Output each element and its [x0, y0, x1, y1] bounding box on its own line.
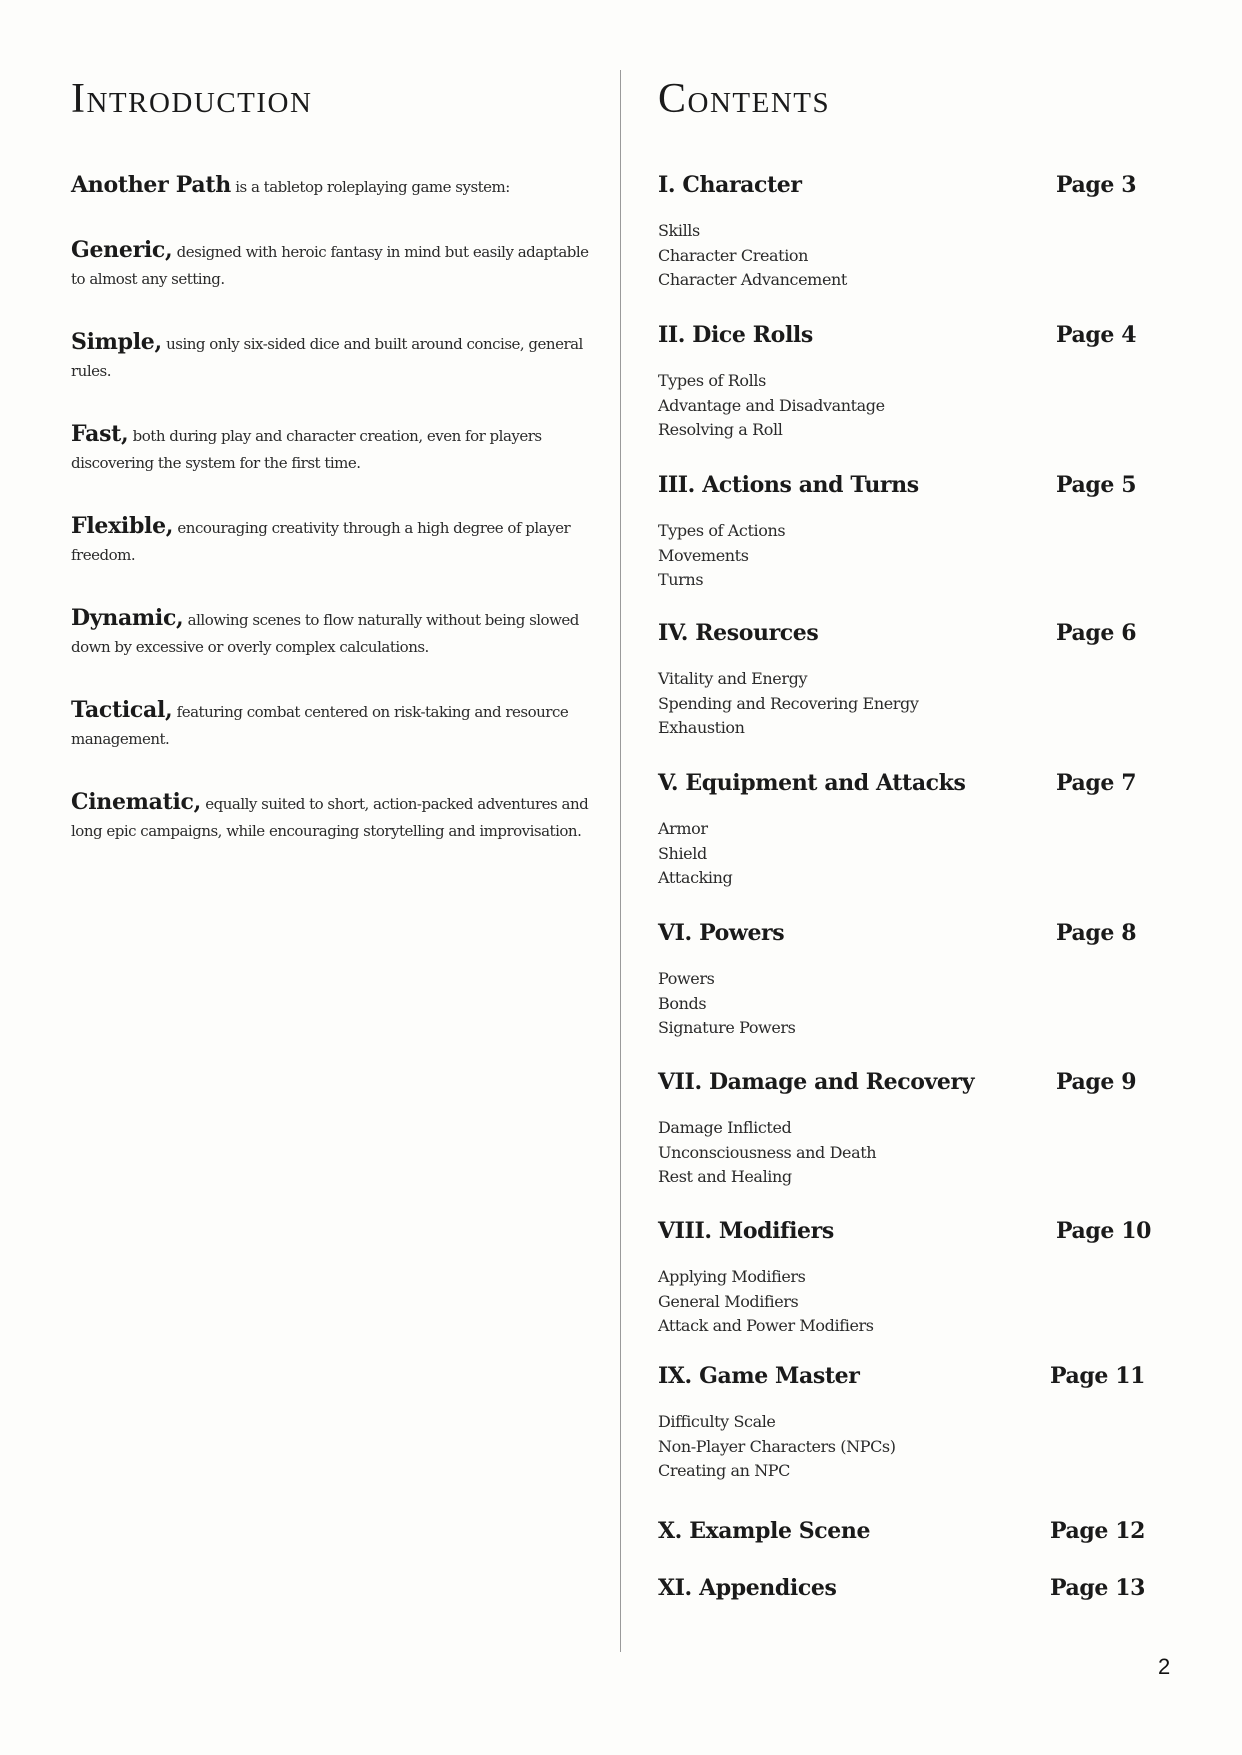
toc-section-page[interactable]: Page 9	[1056, 1069, 1137, 1095]
toc-section-page[interactable]: Page 11	[1050, 1363, 1146, 1389]
toc-section-title[interactable]: III. Actions and Turns	[658, 472, 919, 498]
intro-text: using only six-sided dice and built around concise, general rules.	[71, 335, 583, 380]
toc-section-page[interactable]: Page 8	[1056, 920, 1137, 946]
toc-section-title[interactable]: II. Dice Rolls	[658, 322, 813, 348]
toc-section-page[interactable]: Page 12	[1050, 1518, 1146, 1544]
introduction-heading: Introduction	[71, 76, 313, 122]
toc-section-page[interactable]: Page 4	[1056, 322, 1137, 348]
toc-subsection-list	[658, 219, 847, 293]
toc-section-title[interactable]: V. Equipment and Attacks	[658, 770, 966, 796]
intro-term: Tactical,	[71, 697, 173, 723]
toc-subsection-list	[658, 1265, 874, 1339]
intro-text: both during play and character creation, even for players discovering the system for the first time.	[71, 427, 542, 472]
intro-text: designed with heroic fantasy in mind but easily adaptable to almost any setting.	[71, 243, 589, 288]
toc-section-title[interactable]: VIII. Modifiers	[658, 1218, 834, 1244]
intro-paragraph-tactical	[71, 697, 591, 753]
intro-paragraph-flexible	[71, 513, 591, 569]
toc-subsection-item[interactable]: Powers	[658, 969, 715, 988]
toc-section-title[interactable]: I. Character	[658, 172, 802, 198]
toc-subsection-list	[658, 519, 785, 593]
toc-subsection-list	[658, 817, 732, 891]
toc-subsection-list	[658, 667, 919, 741]
toc-subsection-item[interactable]: Resolving a Roll	[658, 420, 783, 439]
intro-paragraph-simple	[71, 329, 591, 385]
intro-term: Cinematic,	[71, 789, 201, 815]
toc-subsection-item[interactable]: Exhaustion	[658, 718, 745, 737]
toc-subsection-item[interactable]: Skills	[658, 221, 700, 240]
toc-section-title[interactable]: XI. Appendices	[658, 1575, 837, 1601]
toc-subsection-item[interactable]: Character Advancement	[658, 270, 847, 289]
toc-subsection-item[interactable]: Applying Modifiers	[658, 1267, 806, 1286]
intro-paragraph-another-path	[71, 172, 591, 201]
toc-section-page[interactable]: Page 10	[1056, 1218, 1152, 1244]
column-divider	[620, 70, 621, 1652]
toc-subsection-item[interactable]: Advantage and Disadvantage	[658, 395, 885, 415]
intro-term: Fast,	[71, 421, 129, 447]
toc-subsection-item[interactable]: Spending and Recovering Energy	[658, 693, 919, 713]
intro-term: Flexible,	[71, 513, 174, 539]
toc-subsection-item[interactable]: Shield	[658, 843, 707, 863]
intro-term: Another Path	[71, 172, 231, 198]
toc-section-title[interactable]: IV. Resources	[658, 620, 819, 646]
toc-section-title[interactable]: IX. Game Master	[658, 1363, 860, 1389]
toc-subsection-list	[658, 967, 795, 1041]
toc-subsection-item[interactable]: Bonds	[658, 993, 707, 1013]
toc-subsection-item[interactable]: Vitality and Energy	[658, 669, 808, 688]
toc-subsection-item[interactable]: Non-Player Characters (NPCs)	[658, 1436, 896, 1456]
toc-subsection-item[interactable]: Signature Powers	[658, 1018, 796, 1037]
toc-section-title[interactable]: X. Example Scene	[658, 1518, 871, 1544]
toc-section-page[interactable]: Page 5	[1056, 472, 1137, 498]
toc-subsection-item[interactable]: Difficulty Scale	[658, 1412, 776, 1431]
toc-section-title[interactable]: VI. Powers	[658, 920, 785, 946]
toc-subsection-item[interactable]: Unconsciousness and Death	[658, 1142, 877, 1162]
toc-subsection-item[interactable]: Types of Actions	[658, 521, 786, 540]
toc-section-page[interactable]: Page 6	[1056, 620, 1137, 646]
toc-subsection-list	[658, 1410, 896, 1484]
toc-section-title[interactable]: VII. Damage and Recovery	[658, 1069, 975, 1095]
intro-term: Simple,	[71, 329, 162, 355]
intro-paragraph-dynamic	[71, 605, 591, 661]
toc-section-page[interactable]: Page 3	[1056, 172, 1137, 198]
intro-term: Generic,	[71, 237, 173, 263]
toc-subsection-item[interactable]: Turns	[658, 570, 704, 589]
toc-section-page[interactable]: Page 13	[1050, 1575, 1146, 1601]
toc-section-page[interactable]: Page 7	[1056, 770, 1137, 796]
toc-subsection-item[interactable]: Rest and Healing	[658, 1167, 792, 1186]
intro-paragraph-generic	[71, 237, 591, 293]
toc-subsection-list	[658, 1116, 876, 1190]
intro-text: is a tabletop roleplaying game system:	[230, 178, 510, 196]
intro-text: featuring combat centered on risk-taking and resource management.	[71, 703, 569, 748]
toc-subsection-item[interactable]: Movements	[658, 545, 749, 565]
toc-subsection-item[interactable]: Armor	[658, 819, 708, 838]
toc-subsection-item[interactable]: General Modifiers	[658, 1291, 799, 1311]
introduction-body	[71, 172, 591, 881]
toc-subsection-item[interactable]: Attack and Power Modifiers	[658, 1316, 874, 1335]
intro-paragraph-cinematic	[71, 789, 591, 845]
toc-subsection-item[interactable]: Types of Rolls	[658, 371, 766, 390]
intro-text: encouraging creativity through a high degree of player freedom.	[71, 519, 571, 564]
toc-subsection-item[interactable]: Character Creation	[658, 245, 809, 265]
intro-text: equally suited to short, action-packed adventures and long epic campaigns, while encouraging storytelling and improvisation.	[71, 795, 589, 840]
contents-heading: Contents	[658, 76, 831, 122]
intro-term: Dynamic,	[71, 605, 184, 631]
intro-paragraph-fast	[71, 421, 591, 477]
toc-subsection-item[interactable]: Damage Inflicted	[658, 1118, 792, 1137]
toc-subsection-item[interactable]: Creating an NPC	[658, 1461, 791, 1480]
toc-subsection-item[interactable]: Attacking	[658, 868, 733, 887]
page-number: 2	[1158, 1654, 1171, 1679]
toc-subsection-list	[658, 369, 885, 443]
intro-text: allowing scenes to flow naturally without being slowed down by excessive or overly complex calculations.	[71, 611, 579, 656]
